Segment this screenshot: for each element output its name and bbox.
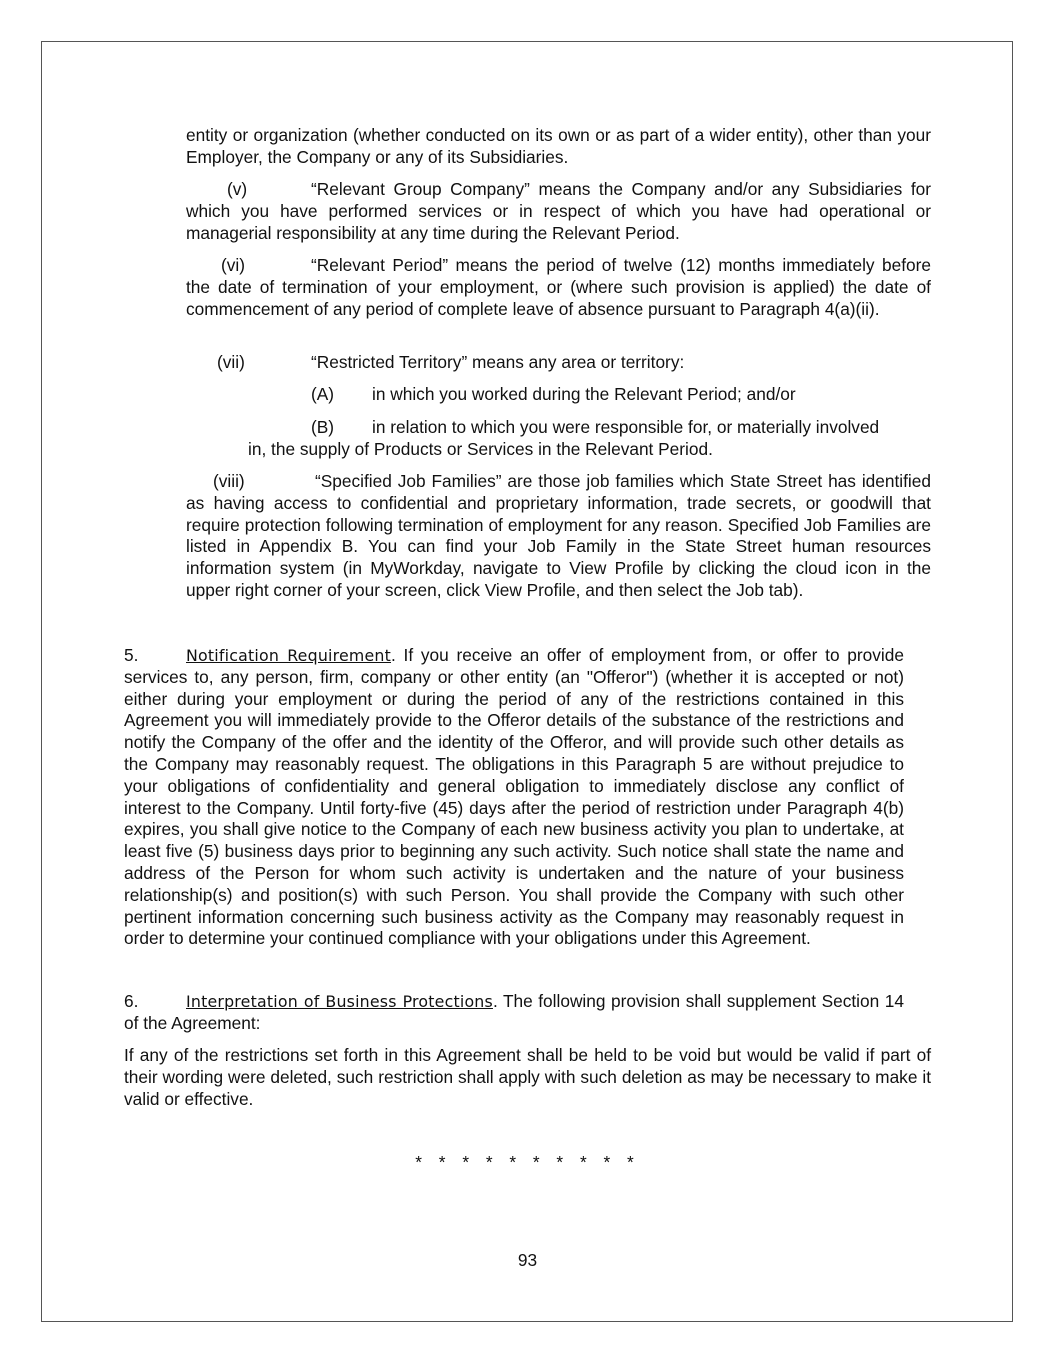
section-5-number: 5. bbox=[124, 645, 139, 665]
definition-vii bbox=[186, 352, 931, 374]
definition-viii-text: “Specified Job Families” are those job families which State Street has identified as having access to confidential and proprietary information, trade secrets, or goodwill that require protection following termination of employment for any reason. Specified Job Families are listed in Appendix B. You can find your Job Family in the State Street human resources information system (in MyWorkday, navigate to View Profile by clicking the cloud icon in the upper right corner of your screen, click View Profile, and then select the Job tab). bbox=[186, 471, 931, 600]
definition-vii-a-label: (A) bbox=[311, 384, 335, 404]
definition-vii-b-text: in relation to which you were responsible for, or materially involved bbox=[372, 417, 880, 437]
definition-vii-b-line1 bbox=[186, 417, 931, 439]
page-number: 93 bbox=[517, 1250, 538, 1270]
definition-vi-text: “Relevant Period” means the period of twelve (12) months immediately before the date of termination of your employment, or (where such provision is applied) the date of commencement of any period of complete leave of absence pursuant to Paragraph 4(a)(ii). bbox=[186, 255, 931, 319]
definition-vi bbox=[186, 255, 931, 320]
definition-vii-label: (vii) bbox=[217, 352, 245, 372]
definition-v-text: “Relevant Group Company” means the Company and/or any Subsidiaries for which you have performed services or in respect of which you have had operational or managerial responsibility at any time during the Relevant Period. bbox=[186, 179, 931, 243]
definition-vii-a-text: in which you worked during the Relevant Period; and/or bbox=[372, 384, 796, 404]
section-6-heading: Interpretation of Business Protections bbox=[186, 992, 493, 1011]
section-6-body: If any of the restrictions set forth in this Agreement shall be held to be void but would be valid if part of their wording were deleted, such restriction shall apply with such deletion as may be necessary to make it valid or effective. bbox=[124, 1045, 931, 1109]
definition-vii-a bbox=[186, 384, 931, 406]
section-5-text: . If you receive an offer of employment from, or offer to provide services to, any person, firm, company or other entity (an "Offeror") (whether it is accepted or not) either during your employment or during the period of any of the restrictions contained in this Agreement you will immediately provide to the Offeror details of the substance of the restrictions and notify the Company of the offer and the identity of the Offeror, and will provide such other details as the Company may reasonably request. The obligations in this Paragraph 5 are without prejudice to your obligations of confidentiality and general obligation to immediately disclose any conflict of interest to the Company. Until forty-five (45) days after the period of restriction under Paragraph 4(b) expires, you shall give notice to the Company of each new business activity you plan to undertake, at least five (5) business days prior to beginning any such activity. Such notice shall state the name and address of the Person for whom such activity is undertaken and the nature of your business relationship(s) and position(s) with such Person. You shall provide the Company with such other pertinent information concerning such business activity as the Company may reasonably request in order to determine your continued compliance with your obligations under this Agreement. bbox=[124, 645, 904, 949]
definition-viii bbox=[186, 471, 931, 602]
definition-vi-label: (vi) bbox=[221, 255, 245, 275]
definition-vii-b-label: (B) bbox=[311, 417, 335, 437]
section-separator: * * * * * * * * * * bbox=[415, 1152, 640, 1172]
section-6 bbox=[124, 991, 904, 1035]
section-6-number: 6. bbox=[124, 991, 139, 1011]
paragraph-iv-continuation: entity or organization (whether conducted on its own or as part of a wider entity), other than your Employer, the Company or any of its Subsidiaries. bbox=[186, 125, 931, 167]
section-5 bbox=[124, 645, 904, 950]
definition-viii-label: (viii) bbox=[213, 471, 245, 491]
section-6-text: . The following provision shall supplement Section 14 of the Agreement: bbox=[124, 991, 904, 1033]
definition-vii-b-line2: in, the supply of Products or Services in the Relevant Period. bbox=[248, 439, 713, 459]
definition-v-label: (v) bbox=[227, 179, 248, 199]
definition-v bbox=[186, 179, 931, 244]
section-5-heading: Notification Requirement bbox=[186, 646, 391, 665]
definition-vii-text: “Restricted Territory” means any area or territory: bbox=[311, 352, 685, 372]
